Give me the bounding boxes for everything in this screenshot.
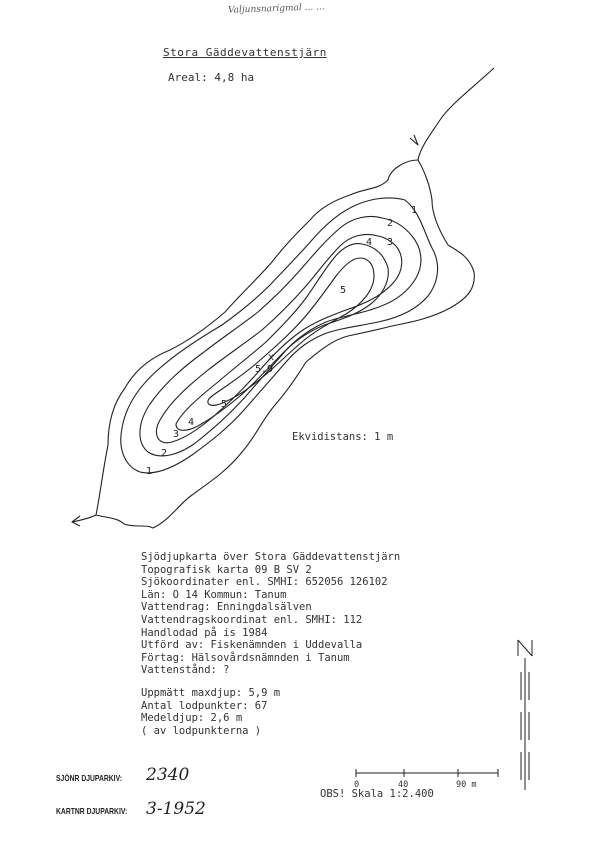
scale-tick-0: 0 (354, 780, 360, 790)
inflow-stream (418, 68, 494, 160)
info-line: Sjökoordinater enl. SMHI: 652056 126102 (141, 576, 388, 589)
sjonr-label: SJÖNR DJUPARKIV: (56, 773, 122, 783)
contour-label-2b: 2 (161, 448, 168, 459)
info-line: Län: O 14 Kommun: Tanum (141, 588, 287, 601)
max-depth-marker: x (268, 352, 275, 363)
contour-interval: Ekvidistans: 1 m (292, 431, 394, 443)
info-block (141, 551, 400, 737)
info-line: Handlodad på is 1984 (141, 626, 268, 639)
contour-label-1: 1 (411, 205, 418, 216)
scale-tick-40: 40 (398, 780, 409, 790)
scale-tick-90: 90 m (456, 780, 477, 790)
depth-line: ( av lodpunkterna ) (141, 724, 262, 737)
scale-bar (356, 769, 498, 777)
max-depth-label: 5,9 (255, 364, 274, 375)
north-arrow-icon (518, 640, 532, 790)
depth-line: Uppmätt maxdjup: 5,9 m (141, 686, 281, 699)
contour-label-2: 2 (387, 218, 394, 229)
contour-3 (156, 234, 401, 442)
info-line: Utförd av: Fiskenämnden i Uddevalla (141, 639, 363, 652)
map-title: Stora Gäddevattenstjärn (163, 46, 327, 59)
contour-label-5: 5 (340, 285, 347, 296)
kartnr-value: 3-1952 (146, 799, 206, 819)
info-line: Sjödjupkarta över Stora Gäddevattenstjärn (141, 551, 401, 563)
depth-line: Medeldjup: 2,6 m (141, 712, 243, 725)
contour-label-1b: 1 (146, 466, 153, 477)
info-line: Förtag: Hälsovårdsnämnden i Tanum (141, 651, 350, 664)
outflow-stream (72, 515, 96, 522)
inflow-arrow (410, 135, 418, 145)
contour-label-3b: 3 (173, 429, 180, 440)
header-note: Valjunsnarigmal ... ... (227, 2, 325, 16)
kartnr-label: KARTNR DJUPARKIV: (56, 806, 128, 816)
contour-label-3: 3 (387, 237, 394, 248)
depth-line: Antal lodpunkter: 67 (141, 699, 268, 712)
contour-label-4b: 4 (188, 417, 195, 428)
info-line: Vattendragskoordinat enl. SMHI: 112 (141, 613, 363, 626)
info-line: Topografisk karta 09 B SV 2 (141, 563, 312, 576)
contour-label-5b: 5 (221, 399, 228, 410)
sjonr-value: 2340 (146, 765, 190, 785)
scale-note: OBS! Skala 1:2.400 (320, 788, 434, 800)
info-line: Vattenstånd: ? (141, 664, 230, 677)
area-label: Areal: 4,8 ha (168, 71, 255, 84)
contour-label-4: 4 (366, 237, 373, 248)
info-line: Vattendrag: Enningdalsälven (141, 601, 312, 614)
